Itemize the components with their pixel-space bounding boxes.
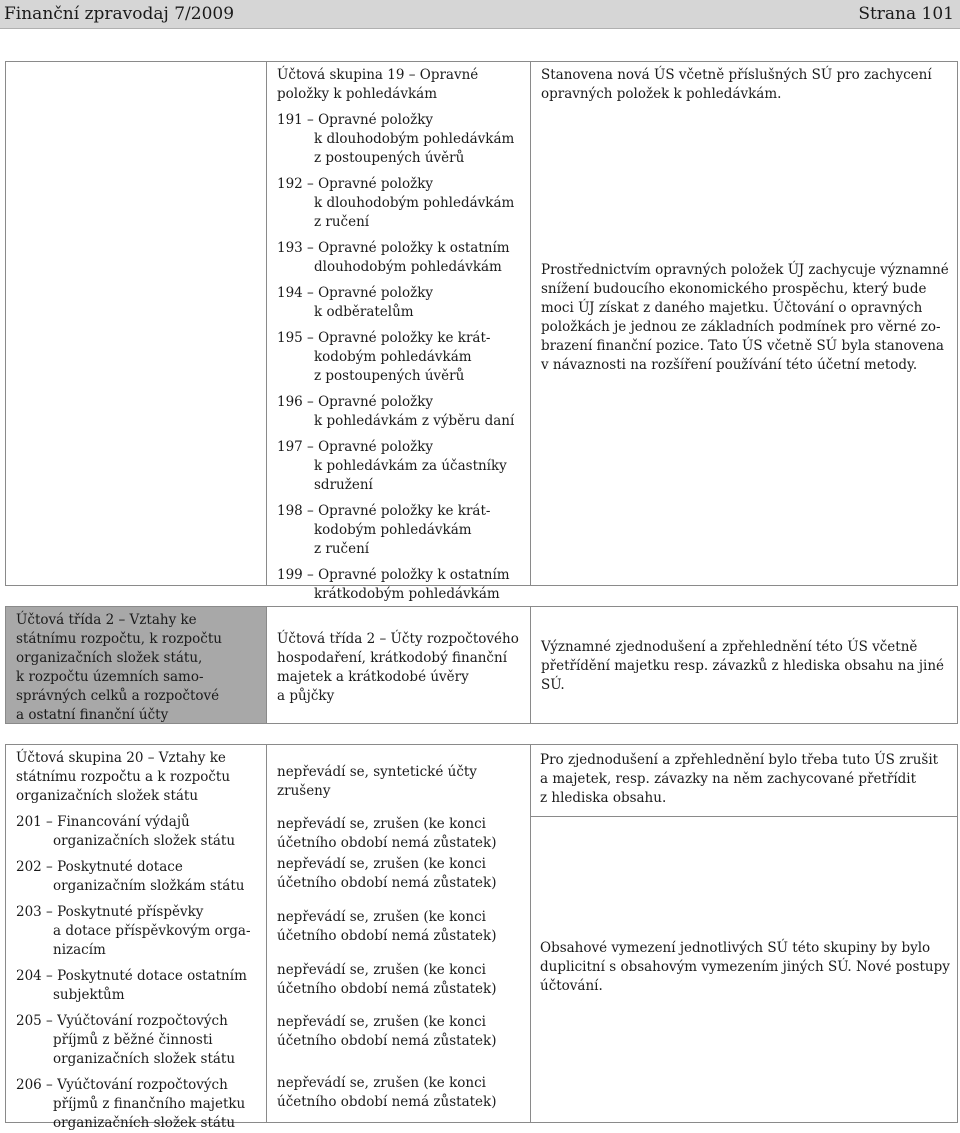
item-line: z ručení bbox=[314, 214, 370, 230]
treatment-item bbox=[277, 1074, 496, 1112]
text-line: nepřevádí se, zrušen (ke konci bbox=[277, 1014, 486, 1030]
section-ucetni-skupina-20 bbox=[0, 744, 960, 1131]
item-line: 191 – Opravné položky bbox=[277, 112, 434, 128]
item-line: z postoupených úvěrů bbox=[314, 150, 465, 166]
text-line: účetního období nemá zůstatek) bbox=[277, 1094, 497, 1110]
item-line: k dlouhodobým pohledávkám bbox=[314, 131, 515, 147]
text-line: nepřevádí se, zrušen (ke konci bbox=[277, 909, 486, 925]
text-line: účetního období nemá zůstatek) bbox=[277, 981, 497, 997]
text-line: v návaznosti na rozšíření používání této účetní metody. bbox=[541, 357, 918, 373]
list-item bbox=[277, 502, 522, 559]
item-line: z ručení bbox=[314, 541, 370, 557]
new-account-group-19 bbox=[266, 61, 531, 602]
text-line: a půjčky bbox=[277, 688, 335, 704]
item-line: příjmů z finančního majetku bbox=[53, 1096, 246, 1112]
item-line: 205 – Vyúčtování rozpočtových bbox=[16, 1013, 228, 1029]
item-line: organizačních složek státu bbox=[53, 1115, 236, 1131]
group-title bbox=[277, 66, 522, 104]
text-line: položkách je jednou ze základních podmínek pro věrné zo- bbox=[541, 319, 941, 335]
list-item bbox=[16, 858, 258, 896]
item-line: k dlouhodobým pohledávkám bbox=[314, 195, 515, 211]
text-line: nepřevádí se, zrušen (ke konci bbox=[277, 816, 486, 832]
item-line: k pohledávkám za účastníky bbox=[314, 458, 507, 474]
item-line: z postoupených úvěrů bbox=[314, 368, 465, 384]
item-line: subjektům bbox=[53, 987, 125, 1003]
item-line: 199 – Opravné položky k ostatním bbox=[277, 567, 510, 583]
text-line: majetek a krátkodobé úvěry bbox=[277, 669, 469, 685]
item-line: 194 – Opravné položky bbox=[277, 285, 434, 301]
item-line: 193 – Opravné položky k ostatním bbox=[277, 240, 510, 256]
description-top bbox=[541, 66, 949, 104]
list-item bbox=[16, 1012, 258, 1069]
list-item bbox=[277, 566, 522, 604]
list-item bbox=[16, 813, 258, 851]
item-line: 195 – Opravné položky ke krát- bbox=[277, 330, 491, 346]
text-line: Účtová skupina 20 – Vztahy ke bbox=[16, 750, 226, 766]
list-item bbox=[277, 239, 522, 277]
old-account-class-2 bbox=[5, 606, 267, 724]
text-line: účetního období nemá zůstatek) bbox=[277, 928, 497, 944]
item-line: 192 – Opravné položky bbox=[277, 176, 434, 192]
text-line: z hlediska obsahu. bbox=[540, 790, 667, 806]
text-line: nepřevádí se, zrušen (ke konci bbox=[277, 1075, 486, 1091]
text-line: hospodaření, krátkodobý finanční bbox=[277, 650, 508, 666]
text-line: moci ÚJ získat z daného majetku. Účtování o opravných bbox=[541, 300, 923, 316]
group-title bbox=[16, 749, 258, 806]
text-line: účetního období nemá zůstatek) bbox=[277, 835, 497, 851]
item-line: sdružení bbox=[314, 477, 373, 493]
item-line: k odběratelům bbox=[314, 304, 414, 320]
item-line: dlouhodobým pohledávkám bbox=[314, 259, 502, 275]
text-line: nepřevádí se, syntetické účty bbox=[277, 764, 477, 780]
section-ucetni-trida-2 bbox=[0, 606, 960, 724]
text-line: účtování. bbox=[540, 978, 603, 994]
empty-old-cell bbox=[5, 61, 267, 586]
list-item bbox=[16, 903, 258, 960]
treatment-item bbox=[277, 815, 496, 853]
text-line: duplicitní s obsahovým vymezením jiných SÚ. Nové postupy bbox=[540, 959, 950, 975]
change-description bbox=[530, 606, 958, 724]
text-line: správných celků a rozpočtové bbox=[16, 688, 220, 704]
item-line: 204 – Poskytnuté dotace ostatním bbox=[16, 968, 247, 984]
text-line: k rozpočtu územních samo- bbox=[16, 669, 204, 685]
treatment-item bbox=[277, 1013, 496, 1051]
item-line: organizačních složek státu bbox=[53, 833, 236, 849]
text-line: přetřídění majetku resp. závazků z hlediska obsahu na jiné bbox=[541, 658, 945, 674]
new-account-class-2 bbox=[266, 606, 531, 724]
text-line: Stanovena nová ÚS včetně příslušných SÚ pro zachycení bbox=[541, 67, 932, 83]
item-line: organizačním složkám státu bbox=[53, 878, 245, 894]
text-line: státnímu rozpočtu, k rozpočtu bbox=[16, 631, 222, 647]
text-line: opravných položek k pohledávkám. bbox=[541, 86, 782, 102]
item-line: a dotace příspěvkovým orga- bbox=[53, 923, 251, 939]
treatment-item bbox=[277, 855, 496, 893]
text-line: Účtová třída 2 – Účty rozpočtového bbox=[277, 631, 519, 647]
text-line: účetního období nemá zůstatek) bbox=[277, 875, 497, 891]
list-item bbox=[277, 111, 522, 168]
item-line: kodobým pohledávkám bbox=[314, 349, 472, 365]
item-line: organizačních složek státu bbox=[53, 1051, 236, 1067]
item-line: 197 – Opravné položky bbox=[277, 439, 434, 455]
text-line: organizačních složek státu bbox=[16, 788, 199, 804]
item-line: nizacím bbox=[53, 942, 106, 958]
list-item bbox=[277, 329, 522, 386]
row-divider bbox=[530, 816, 958, 817]
item-line: 202 – Poskytnuté dotace bbox=[16, 859, 183, 875]
treatment-item bbox=[277, 908, 496, 946]
text-line: účetního období nemá zůstatek) bbox=[277, 1033, 497, 1049]
group-title-line: položky k pohledávkám bbox=[277, 86, 438, 102]
publication-title: Finanční zpravodaj 7/2009 bbox=[4, 4, 235, 24]
page-header bbox=[0, 0, 960, 29]
text-line: Prostřednictvím opravných položek ÚJ zachycuje významné bbox=[541, 262, 949, 278]
treatment-first bbox=[277, 763, 477, 801]
old-account-group-20 bbox=[5, 744, 267, 1131]
section-opravne-polozky bbox=[0, 61, 960, 602]
text-line: a ostatní finanční účty bbox=[16, 707, 169, 723]
description-bottom bbox=[540, 939, 950, 996]
list-item bbox=[16, 1076, 258, 1133]
page-number: Strana 101 bbox=[858, 4, 954, 24]
text-line: nepřevádí se, zrušen (ke konci bbox=[277, 856, 486, 872]
item-line: příjmů z běžné činnosti bbox=[53, 1032, 213, 1048]
group-title-line: Účtová skupina 19 – Opravné bbox=[277, 67, 479, 83]
text-line: snížení budoucího ekonomického prospěchu, který bude bbox=[541, 281, 927, 297]
list-item bbox=[16, 967, 258, 1005]
text-line: brazení finanční pozice. Tato ÚS včetně SÚ byla stanovena bbox=[541, 338, 944, 354]
list-item bbox=[277, 284, 522, 322]
description-top bbox=[540, 751, 938, 808]
text-line: a majetek, resp. závazky na něm zachycované přetřídit bbox=[540, 771, 917, 787]
change-description bbox=[530, 61, 958, 586]
text-line: Pro zjednodušení a zpřehlednění bylo třeba tuto ÚS zrušit bbox=[540, 752, 939, 768]
text-line: organizačních složek státu, bbox=[16, 650, 203, 666]
description-bottom bbox=[541, 261, 949, 375]
list-item bbox=[277, 175, 522, 232]
item-line: 196 – Opravné položky bbox=[277, 394, 434, 410]
item-line: 206 – Vyúčtování rozpočtových bbox=[16, 1077, 228, 1093]
item-line: krátkodobým pohledávkám bbox=[314, 586, 500, 602]
new-treatment-column bbox=[266, 744, 531, 1123]
text-line: Obsahové vymezení jednotlivých SÚ této skupiny by bylo bbox=[540, 940, 931, 956]
text-line: státnímu rozpočtu a k rozpočtu bbox=[16, 769, 231, 785]
text-line: Významné zjednodušení a zpřehlednění této ÚS včetně bbox=[541, 639, 918, 655]
item-line: kodobým pohledávkám bbox=[314, 522, 472, 538]
item-line: 201 – Financování výdajů bbox=[16, 814, 190, 830]
text-line: Účtová třída 2 – Vztahy ke bbox=[16, 612, 197, 628]
text-line: zrušeny bbox=[277, 783, 331, 799]
text-line: SÚ. bbox=[541, 677, 565, 693]
treatment-item bbox=[277, 961, 496, 999]
text-line: nepřevádí se, zrušen (ke konci bbox=[277, 962, 486, 978]
change-description bbox=[530, 744, 958, 1123]
item-line: k pohledávkám z výběru daní bbox=[314, 413, 515, 429]
list-item bbox=[277, 438, 522, 495]
item-line: 198 – Opravné položky ke krát- bbox=[277, 503, 491, 519]
list-item bbox=[277, 393, 522, 431]
item-line: 203 – Poskytnuté příspěvky bbox=[16, 904, 204, 920]
